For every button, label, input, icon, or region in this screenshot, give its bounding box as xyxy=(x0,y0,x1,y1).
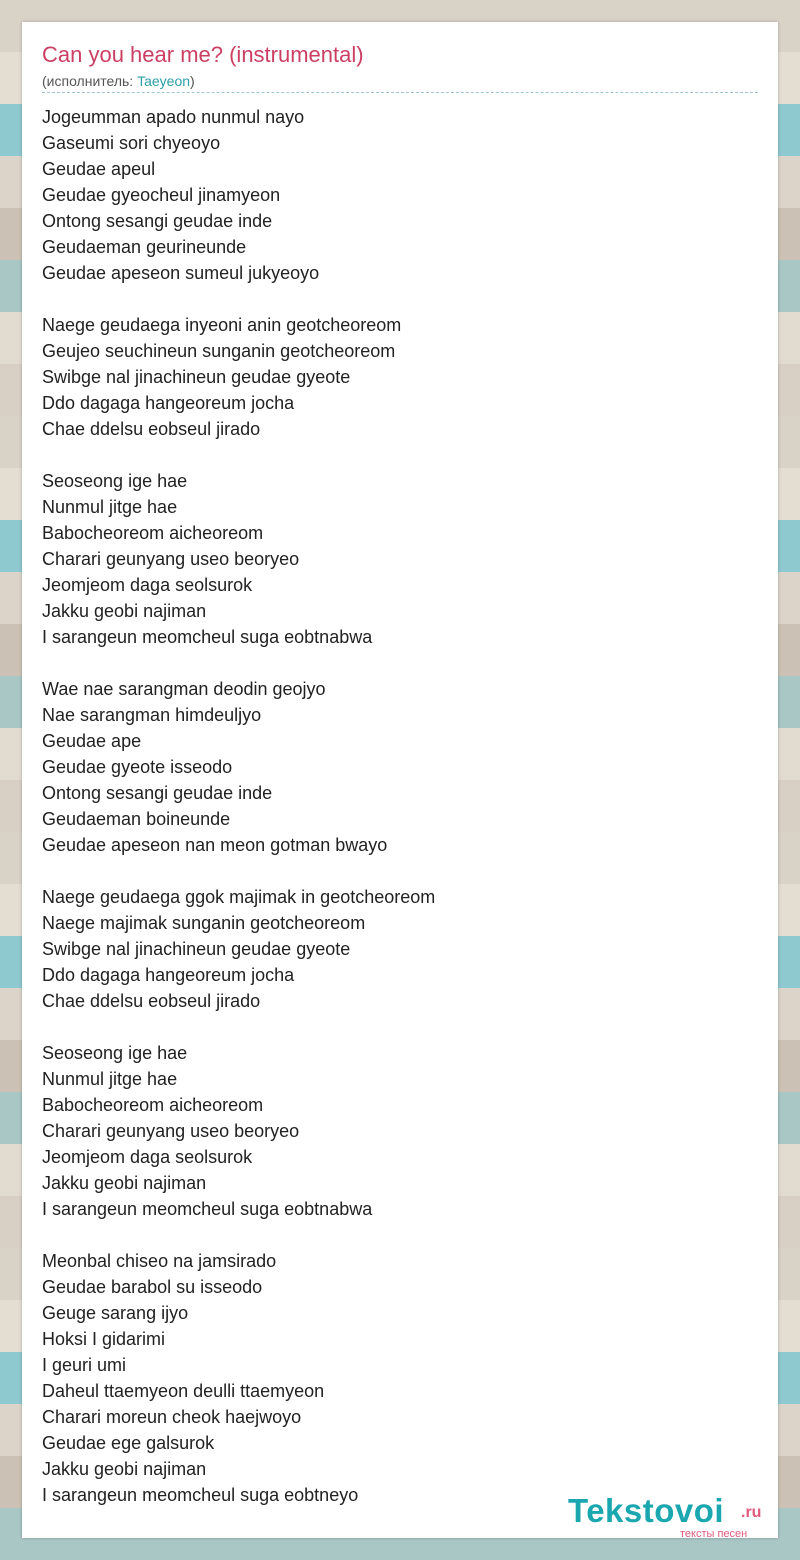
lyric-line: Jakku geobi najiman xyxy=(42,1173,207,1193)
lyric-line: I sarangeun meomcheul suga eobtneyo xyxy=(42,1485,359,1505)
site-logo[interactable] xyxy=(568,1492,778,1542)
lyric-line: Jogeumman apado nunmul nayo xyxy=(42,107,305,127)
lyric-line: Naege majimak sunganin geotcheoreom xyxy=(42,913,366,933)
lyric-line: Babocheoreom aicheoreom xyxy=(42,1095,264,1115)
lyric-line: Ddo dagaga hangeoreum jocha xyxy=(42,393,295,413)
lyric-line: Wae nae sarangman deodin geojyo xyxy=(42,679,326,699)
lyric-line: Naege geudaega ggok majimak in geotcheoreom xyxy=(42,887,436,907)
lyric-line: Nunmul jitge hae xyxy=(42,497,178,517)
lyric-line: Nunmul jitge hae xyxy=(42,1069,178,1089)
lyric-line: Geujeo seuchineun sunganin geotcheoreom xyxy=(42,341,396,361)
lyric-line: Geudae apeseon nan meon gotman bwayo xyxy=(42,835,388,855)
lyric-line: Jeomjeom daga seolsurok xyxy=(42,575,253,595)
logo-tagline: тексты песен xyxy=(680,1528,748,1540)
logo-tld: .ru xyxy=(741,1504,762,1521)
lyric-line: Ontong sesangi geudae inde xyxy=(42,783,273,803)
lyric-line: Charari moreun cheok haejwoyo xyxy=(42,1407,302,1427)
lyric-line: Geudaeman geurineunde xyxy=(42,237,247,257)
artist-line xyxy=(42,73,758,93)
lyric-line: Geudae gyeocheul jinamyeon xyxy=(42,185,281,205)
lyric-line: Chae ddelsu eobseul jirado xyxy=(42,419,261,439)
lyric-line: Hoksi I gidarimi xyxy=(42,1329,166,1349)
lyric-line: Chae ddelsu eobseul jirado xyxy=(42,991,261,1011)
lyric-line: Geudae apeseon sumeul jukyeoyo xyxy=(42,263,320,283)
lyric-line: I sarangeun meomcheul suga eobtnabwa xyxy=(42,627,373,647)
lyric-line: Geudae ege galsurok xyxy=(42,1433,215,1453)
logo-wordmark: Tekstovoi xyxy=(568,1492,725,1529)
lyrics-card xyxy=(22,22,778,1538)
lyric-line: I geuri umi xyxy=(42,1355,127,1375)
lyric-line: Charari geunyang useo beoryeo xyxy=(42,549,300,569)
artist-prefix: (исполнитель: xyxy=(42,73,138,89)
lyric-line: Seoseong ige hae xyxy=(42,471,188,491)
lyric-line: I sarangeun meomcheul suga eobtnabwa xyxy=(42,1199,373,1219)
lyric-line: Daheul ttaemyeon deulli ttaemyeon xyxy=(42,1381,325,1401)
lyric-line: Seoseong ige hae xyxy=(42,1043,188,1063)
lyric-line: Geudae barabol su isseodo xyxy=(42,1277,263,1297)
lyric-line: Jakku geobi najiman xyxy=(42,1459,207,1479)
lyric-line: Swibge nal jinachineun geudae gyeote xyxy=(42,367,351,387)
lyric-line: Geudae apeul xyxy=(42,159,156,179)
lyric-line: Naege geudaega inyeoni anin geotcheoreom xyxy=(42,315,402,335)
lyric-line: Ontong sesangi geudae inde xyxy=(42,211,273,231)
stanza-break xyxy=(42,858,758,884)
stanza-break xyxy=(42,286,758,312)
artist-link[interactable]: Taeyeon xyxy=(137,73,191,89)
lyric-line: Jeomjeom daga seolsurok xyxy=(42,1147,253,1167)
stanza-break xyxy=(42,1014,758,1040)
lyric-line: Swibge nal jinachineun geudae gyeote xyxy=(42,939,351,959)
lyric-line: Geudae ape xyxy=(42,731,142,751)
lyric-line: Gaseumi sori chyeoyo xyxy=(42,133,221,153)
lyric-line: Meonbal chiseo na jamsirado xyxy=(42,1251,277,1271)
lyric-line: Geudaeman boineunde xyxy=(42,809,231,829)
lyric-line: Babocheoreom aicheoreom xyxy=(42,523,264,543)
stanza-break xyxy=(42,442,758,468)
lyric-line: Ddo dagaga hangeoreum jocha xyxy=(42,965,295,985)
stanza-break xyxy=(42,1222,758,1248)
lyric-line: Charari geunyang useo beoryeo xyxy=(42,1121,300,1141)
lyric-line: Geuge sarang ijyo xyxy=(42,1303,189,1323)
song-title: Can you hear me? (instrumental) xyxy=(42,42,364,67)
lyric-line: Jakku geobi najiman xyxy=(42,601,207,621)
lyric-line: Nae sarangman himdeuljyo xyxy=(42,705,262,725)
lyric-line: Geudae gyeote isseodo xyxy=(42,757,233,777)
artist-suffix: ) xyxy=(190,73,195,89)
stanza-break xyxy=(42,650,758,676)
lyrics-body xyxy=(42,104,758,1508)
